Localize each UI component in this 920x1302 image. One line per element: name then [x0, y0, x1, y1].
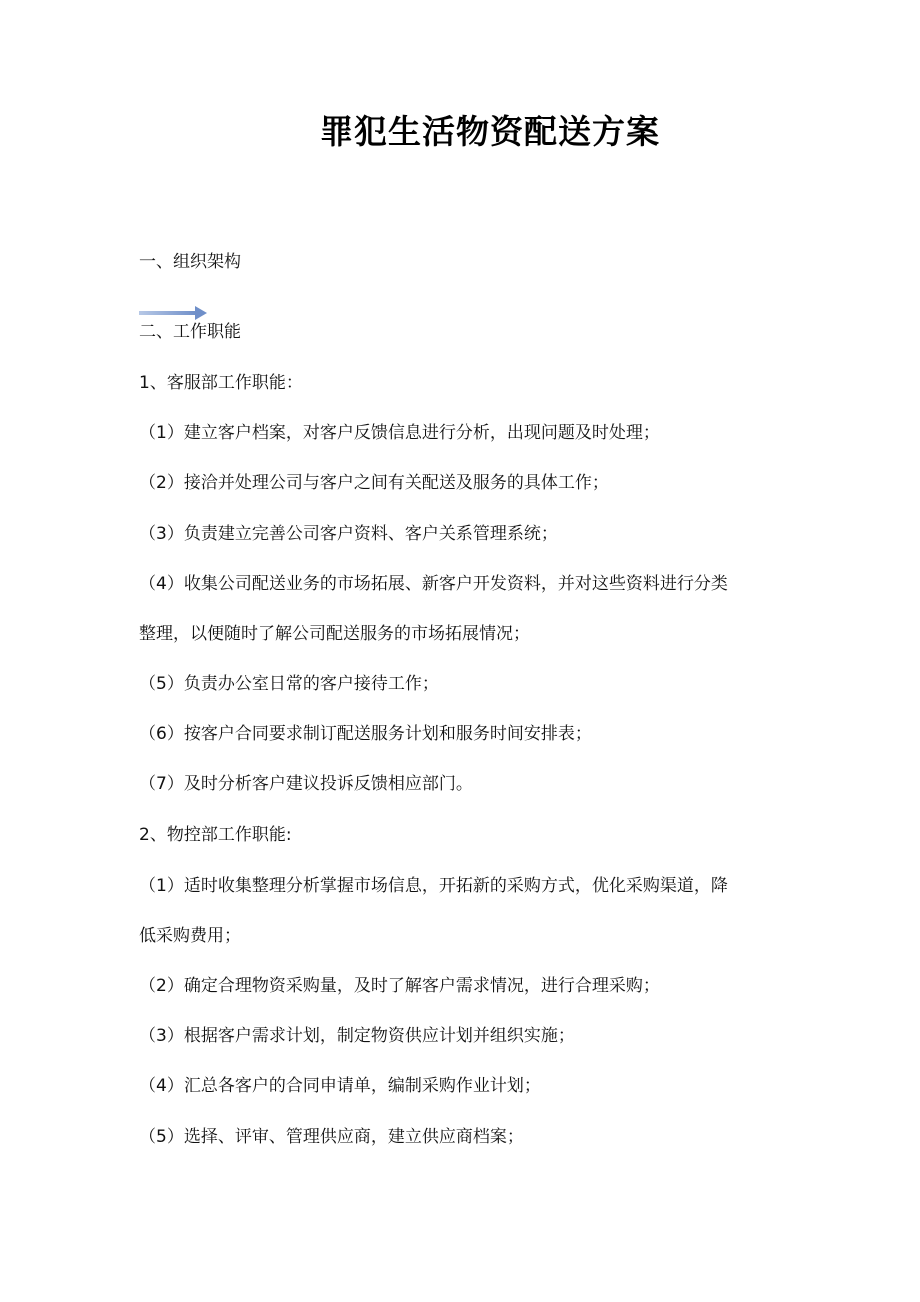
section-heading-organization: 一、组织架构 — [139, 252, 241, 272]
list-item: （5）负责办公室日常的客户接待工作； — [139, 674, 439, 694]
list-item: （7）及时分析客户建议投诉反馈相应部门。 — [139, 774, 473, 794]
document-title: 罪犯生活物资配送方案 — [320, 112, 660, 151]
list-item: （2）接洽并处理公司与客户之间有关配送及服务的具体工作； — [139, 473, 609, 493]
list-item: （4）收集公司配送业务的市场拓展、新客户开发资料，并对这些资料进行分类 — [139, 574, 728, 594]
list-item-continuation: 低采购费用； — [139, 926, 241, 946]
list-item: （4）汇总各客户的合同申请单，编制采购作业计划； — [139, 1076, 541, 1096]
section-heading-functions: 二、工作职能 — [139, 322, 241, 342]
list-item: （3）根据客户需求计划，制定物资供应计划并组织实施； — [139, 1026, 575, 1046]
list-item: （3）负责建立完善公司客户资料、客户关系管理系统； — [139, 524, 558, 544]
list-item: （1）建立客户档案，对客户反馈信息进行分析，出现问题及时处理； — [139, 423, 660, 443]
subsection-heading-material-control: 2、物控部工作职能: — [139, 825, 292, 845]
subsection-heading-customer-service: 1、客服部工作职能： — [139, 373, 303, 393]
list-item: （5）选择、评审、管理供应商，建立供应商档案； — [139, 1127, 524, 1147]
list-item-continuation: 整理，以便随时了解公司配送服务的市场拓展情况； — [139, 624, 530, 644]
list-item: （6）按客户合同要求制订配送服务计划和服务时间安排表； — [139, 724, 592, 744]
list-item: （1）适时收集整理分析掌握市场信息，开拓新的采购方式，优化采购渠道，降 — [139, 876, 728, 896]
list-item: （2）确定合理物资采购量，及时了解客户需求情况，进行合理采购； — [139, 976, 660, 996]
